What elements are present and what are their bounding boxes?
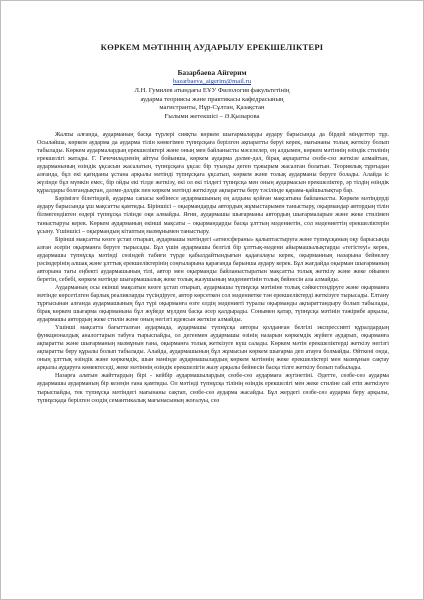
body-text xyxy=(37,131,389,405)
author-name: Базарбаева Айгерим xyxy=(177,68,247,77)
affiliation-line-2: аударма теориясы және практикасы кафедрасының xyxy=(140,95,284,103)
paragraph-1: Жалпы алғанда, аударманың басқа түрлері сияқты көркем шығармаларды аудару барысында да бірдей міндеттер тұр. Осылайша, көркем аударма да аударма тілін көмегімен түпнұсқаға берілген ақпаратты беруі керек, мағынаны толық жеткізу болып табылады. Көркем аудармалардың ерекшеліктері және оның мен байланысты мәселелер, ең алдымен, көркем мәтіннің өзіндік стилінің ерекшелігі жатады. Г. Гачечиладзенің айтуы бойынша, көркем аударма дәлме-дәл, бірақ ақпаратты сөзбе-сөз жеткізе алмайтын, аударманының өзіндік ұқсасын жасалатын, түпнұсқаға ұқсас бір туынды деген тұжырым жасалған болатын. Теориялық тұрғыдан алғанда, бұл екі қағиданы ұстана арқылы мәтінді түпнұсқаға ұқсатып, көркем және толық аударманы беруге болады. Алайда іс жүзінде бұл мүмкін емес, бір ойды екі тілде жеткізу, екі ол екі тілдегі түпнұсқа мен оның аудармасын ерекшеліктер, әр тілдің өзіндік құралдары болғандықтан, дәлме-дәлдік пен көркем мәтінді жеткізуде ақпаратты беру тәсілінде қарама-қайшылықтар бар. xyxy=(37,132,389,195)
paragraph-4: Аударманың осы екінші мақсатын көзге ұстап отырып, аудармашы түпнұсқа мәтініне толық сәйкестендіруге және оқырманға мәтінде көрсетілген барлық реалияларды түсіндіруге, автор көрсеткен сол мәдениетке тән ерекшеліктерді жеткізуге тырысады. Елтану тұрғысынан алғанда аудармашының бұл түрі оқырманға өзге елдің мәдениеті туралы оқырманды ақпараттандыру болып табылады, бірақ көркем шығарма оқырманына бұл жүйеде мүлдем басқа әсер қалдырады. Сонымен қатар, түпнұсқа мәтінін тәжірибе арқылы, аудармашы автордың жеке стилін және оның негізгі идеясын жеткізе алмайды. xyxy=(37,284,389,324)
article-title: КӨРКЕМ МӘТІННІҢ АУДАРЫЛУ ЕРЕКШЕЛІКТЕРІ xyxy=(100,42,324,52)
author-email[interactable]: bazarbaeva_aigerim@mail.ru xyxy=(172,78,251,85)
affiliation-line-3: магистранты, Нұр-Сұлтан, Қазақстан xyxy=(159,104,265,111)
affiliation-line-4: Ғылыми жетекшісі – Ә.Қызырова xyxy=(164,112,260,120)
paragraph-6: Назарға алатын жайттардың бірі - кейбір аудармашылардың сөзбе-сөз аудармаға жүгінетіні. Әдетте, сөзбе-сөз аударма аудармашы аударманың бір кезеңін ғана қамтиды. Ол мәтінді түпнұсқа тілінің өзіндік ерекшелігі мен жеке стиліне сай етіп жеткізуге тырыспайды, тек түпнұсқа мәтіндегі мағынаны сақтап, сөзбе-сөз аударма жасайды. Бұл жердегі сөзбе-сөз аударма беру арқылы, түпнұсқада берілген сөздің семантикалық мағынасының жоғалуы, сөз xyxy=(37,373,389,404)
paragraph-2: Бәрімізге білетіндей, аударма сапасы көбінесе аудармашының ең алдына қойған мақсатына байланысты. Көркем мәтіндерді аудару барысында ұш мақсатты қамтиды. Біріншісі – оқырмандарды автордың жұмыстарымен таныстыру, оқырмандар автордың тілін білмегендіктен өздері түпнұсқа тілінде оқи алмайды. Яғни, аудармашы шығарманы автордың шығармаларын және жеке стилімен таныстыруы керек. Көркем аударманың екінші мақсаты – оқырмандарды басқа ұлттың мәдениетін, сол мәдениеттің ерекшеліктерін ұсыну. Үшіншісі – оқырмандың кітаптың мазмұнымен таныстыру. xyxy=(37,196,389,235)
paragraph-3: Бірінші мақсатты көзге ұстап отырып, аудармашы мәтіндегі «атмосфераны» қалыптастыруға және түпнұсқаның оқу барысында алған әсерін оқырманға беруге тырысады. Бұл үшін аудармашы белгілі бір ұлттық-мәдени айырмашылықтарды «тегістеуі» керек, аудармашы түпнұсқа мәтінді сөзіндей табиғи түрде қабылдайтындығын қадағалауы керек, оқырманның назарына бейнелеу рәсімдерінің алшақ және ұлттық ерекшеліктерінің соңғыларына қарағанда барынша аудару керек. Бұл жағдайда оқырман шығарманың авторына тағы еңбекті аудармашының тілі, автор мен оқырманды байланыстыратын мақсатты толық жеткізу және жеке ойымен беретін, себебі, көркем мәтінде шығармашылық жеке толық жазушының мәдениетінін толық бейнесін ала алмайды. xyxy=(37,236,389,283)
affiliation-line-1: Л.Н. Гумилев атындағы ЕҰУ Филология факультетінің xyxy=(134,87,290,94)
paragraph-5: Үшінші мақсатта бағытталған аудармада, аудармашы түпнұсқа авторы қолданған белгілі экспрессивті құралдардың функционалдық аналогтарын табуға тырыспайды, ол дегенмен аудармашы өзінің назарын көркемдік жүйеге аударып, оқырманға ақпаратты және шығарманың мазмұнын ғана, оқырманға толық жеткізуге күш салады. Көркем мәтін ерекшеліктерді жеткізу негізгі ақпаратты беру құралы болып табылады. Алайда, аудармашының бұл жұмысын көркем шығарма деп атауға болмайды. Өйткені онда, оның ұлттық өзіндік және көркемдік, шын мәнінде аудармашылардың көркем мәтіннің жеке ерекшеліктері мен мазмұнын сақтау арқылы аударуға көмектеседі, жеке мәтіннің өзіндік ерекшелігін жазу арқылы бейнесін басқа тілге жеткізу болып табылады. xyxy=(37,325,389,372)
